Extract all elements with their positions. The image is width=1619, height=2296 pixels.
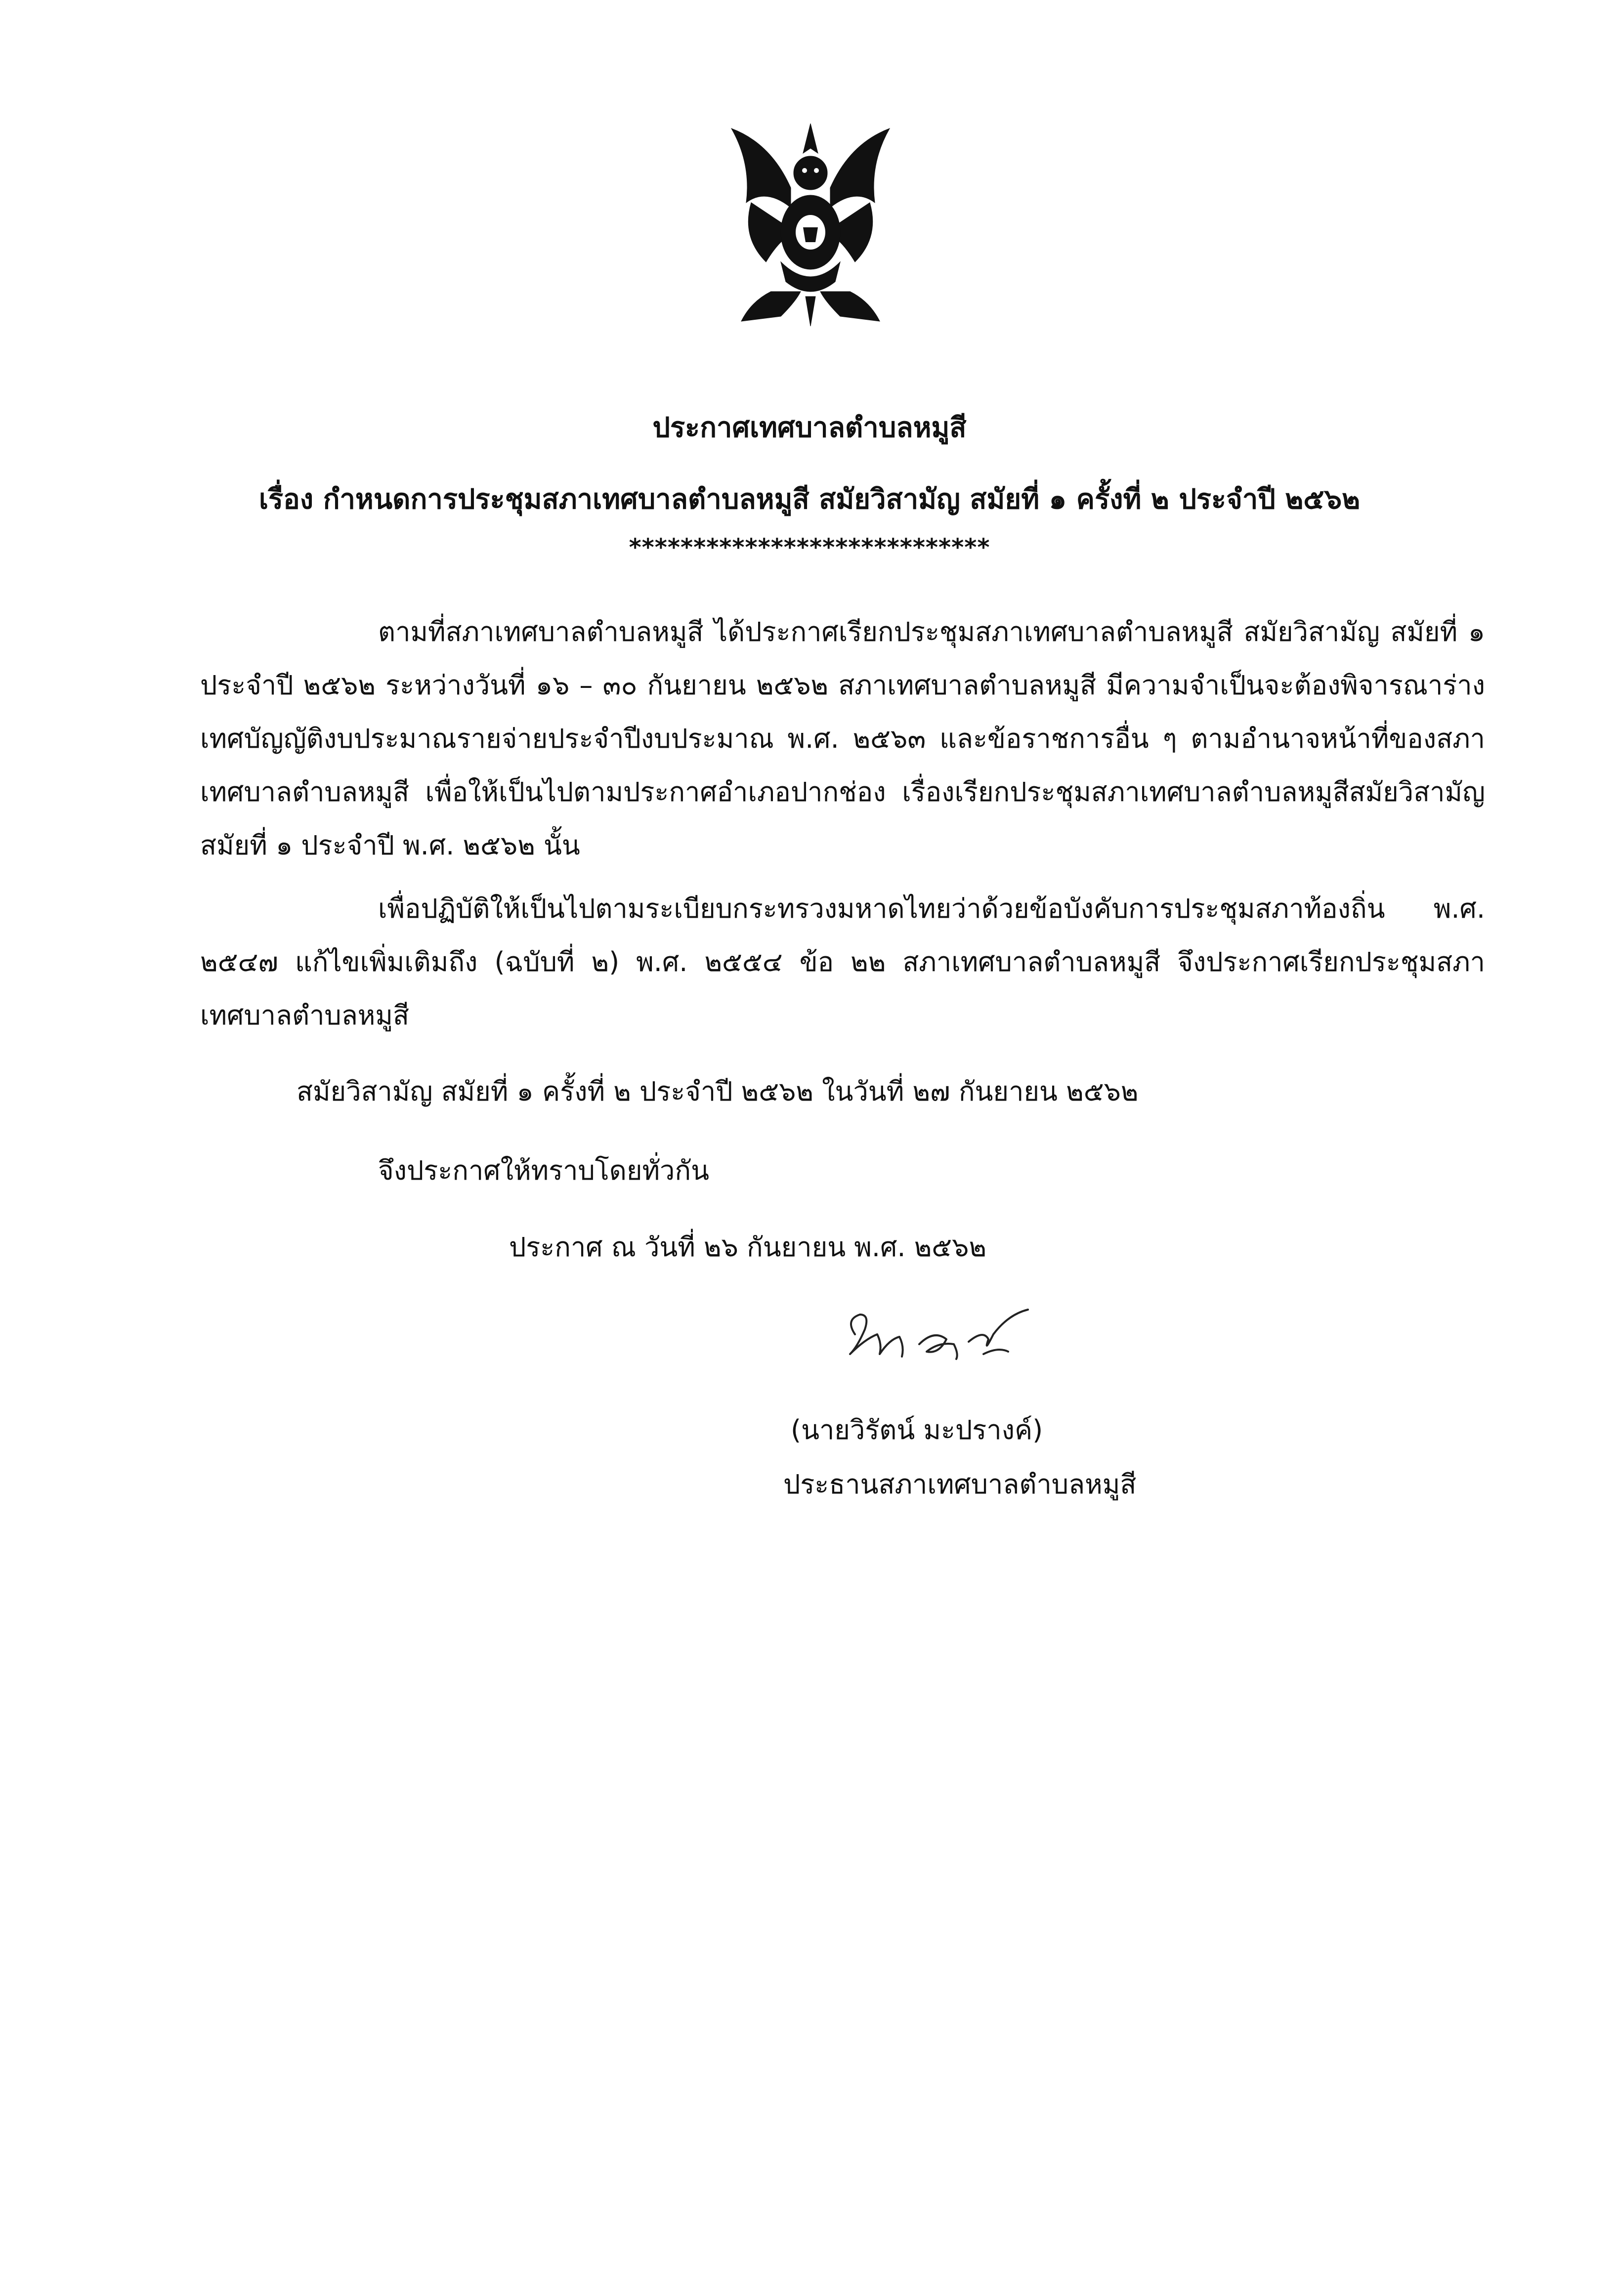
separator-line: **************************** <box>629 534 990 561</box>
announcement-subject: เรื่อง กำหนดการประชุมสภาเทศบาลตำบลหมูสี สมัยวิสามัญ สมัยที่ ๑ ครั้งที่ ๒ ประจำปี ๒๕๖๒ <box>258 483 1361 515</box>
announcement-title: ประกาศเทศบาลตำบลหมูสี <box>652 412 967 444</box>
signatory-name: (นายวิรัตน์ มะปรางค์) <box>791 1414 1043 1446</box>
paragraph-2: เพื่อปฏิบัติให้เป็นไปตามระเบียบกระทรวงมหาดไทยว่าด้วยข้อบังคับการประชุมสภาท้องถิ่น พ.ศ. ๒๕๔๗ แก้ไขเพิ่มเติมถึง (ฉบับที่ ๒) พ.ศ. ๒๕๕๔ ข้อ ๒๒ สภาเทศบาลตำบลหมูสี จึงประกาศเรียกประชุมสภาเทศบาลตำบลหมูสี <box>200 893 1485 1031</box>
announce-line: จึงประกาศให้ทราบโดยทั่วกัน <box>378 1155 709 1186</box>
session-line: สมัยวิสามัญ สมัยที่ ๑ ครั้งที่ ๒ ประจำปี ๒๕๖๒ ในวันที่ ๒๗ กันยายน ๒๕๖๒ <box>297 1076 1139 1107</box>
garuda-emblem <box>712 114 909 331</box>
paragraph-1: ตามที่สภาเทศบาลตำบลหมูสี ได้ประกาศเรียกประชุมสภาเทศบาลตำบลหมูสี สมัยวิสามัญ สมัยที่ ๑ ประจำปี ๒๕๖๒ ระหว่างวันที่ ๑๖ – ๓๐ กันยายน ๒๕๖๒ สภาเทศบาลตำบลหมูสี มีความจำเป็นจะต้องพิจารณาร่างเทศบัญญัติงบประมาณรายจ่ายประจำปีงบประมาณ พ.ศ. ๒๕๖๓ และข้อราชการอื่น ๆ ตามอำนาจหน้าที่ของสภาเทศบาลตำบลหมูสี เพื่อให้เป็นไปตามประกาศอำเภอปากช่อง เรื่องเรียกประชุมสภาเทศบาลตำบลหมูสีสมัยวิสามัญ สมัยที่ ๑ ประจำปี พ.ศ. ๒๕๖๒ นั้น <box>200 616 1485 861</box>
date-line: ประกาศ ณ วันที่ ๒๖ กันยายน พ.ศ. ๒๕๖๒ <box>509 1232 987 1263</box>
handwritten-signature <box>835 1300 1063 1379</box>
signatory-position: ประธานสภาเทศบาลตำบลหมูสี <box>783 1469 1137 1500</box>
